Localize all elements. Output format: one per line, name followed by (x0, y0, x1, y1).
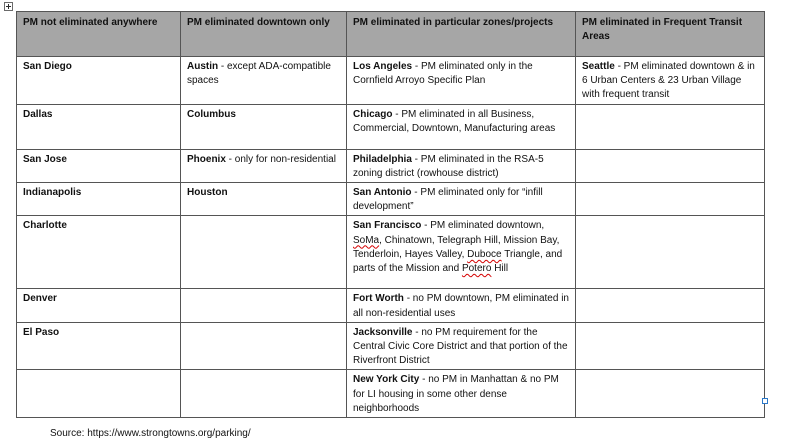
cell-zones-projects: Fort Worth - no PM downtown, PM eliminated in all non-residential uses (347, 289, 576, 322)
cell-not-eliminated: Indianapolis (17, 183, 181, 216)
parking-minimums-table (16, 11, 765, 418)
cell-frequent-transit (576, 183, 765, 216)
cell-not-eliminated: Denver (17, 289, 181, 322)
cell-frequent-transit (576, 149, 765, 182)
spellcheck-flag: Duboce (467, 248, 502, 260)
table-row (17, 149, 765, 182)
cell-not-eliminated (17, 370, 181, 418)
table-row (17, 57, 765, 105)
cell-zones-projects: San Antonio - PM eliminated only for “infill development” (347, 183, 576, 216)
spellcheck-flag: Potero (461, 263, 492, 275)
cell-frequent-transit (576, 370, 765, 418)
table-row (17, 322, 765, 370)
table-resize-handle[interactable] (762, 398, 768, 404)
header-zones-projects: PM eliminated in particular zones/projects (347, 12, 576, 57)
cell-downtown-only: Austin - except ADA-compatible spaces (181, 57, 347, 105)
cell-not-eliminated: Charlotte (17, 216, 181, 289)
header-row (17, 12, 765, 57)
cell-frequent-transit: Seattle - PM eliminated downtown & in 6 Urban Centers & 23 Urban Village with frequent transit (576, 57, 765, 105)
table-row (17, 370, 765, 418)
header-frequent-transit: PM eliminated in Frequent Transit Areas (576, 12, 765, 57)
cell-frequent-transit (576, 322, 765, 370)
header-downtown-only: PM eliminated downtown only (181, 12, 347, 57)
cell-downtown-only (181, 322, 347, 370)
cell-downtown-only: Columbus (181, 104, 347, 149)
spellcheck-flag: SoMa (353, 234, 380, 246)
cell-downtown-only (181, 370, 347, 418)
cell-not-eliminated: San Jose (17, 149, 181, 182)
cell-frequent-transit (576, 104, 765, 149)
table-move-handle[interactable] (4, 2, 13, 11)
cell-not-eliminated: Dallas (17, 104, 181, 149)
table-row (17, 216, 765, 289)
table-row (17, 104, 765, 149)
cell-not-eliminated: El Paso (17, 322, 181, 370)
cell-frequent-transit (576, 289, 765, 322)
cell-zones-projects: Los Angeles - PM eliminated only in the Cornfield Arroyo Specific Plan (347, 57, 576, 105)
cell-zones-projects: Chicago - PM eliminated in all Business, Commercial, Downtown, Manufacturing areas (347, 104, 576, 149)
cell-zones-projects: San Francisco - PM eliminated downtown, SoMa, Chinatown, Telegraph Hill, Mission Bay, Tenderloin, Hayes Valley, Duboce Triangle, and parts of the Mission and Potero Hill (347, 216, 576, 289)
cell-zones-projects: New York City - no PM in Manhattan & no PM for LI housing in some other dense neighborhoods (347, 370, 576, 418)
table-row (17, 183, 765, 216)
cell-downtown-only: Houston (181, 183, 347, 216)
cell-downtown-only: Phoenix - only for non-residential (181, 149, 347, 182)
table-row (17, 289, 765, 322)
cell-not-eliminated: San Diego (17, 57, 181, 105)
cell-downtown-only (181, 216, 347, 289)
cell-frequent-transit (576, 216, 765, 289)
cell-zones-projects: Philadelphia - PM eliminated in the RSA-5 zoning district (rowhouse district) (347, 149, 576, 182)
header-not-eliminated: PM not eliminated anywhere (17, 12, 181, 57)
cell-downtown-only (181, 289, 347, 322)
cell-zones-projects: Jacksonville - no PM requirement for the Central Civic Core District and that portion of the Riverfront District (347, 322, 576, 370)
source-citation: Source: https://www.strongtowns.org/parking/ (50, 428, 251, 439)
